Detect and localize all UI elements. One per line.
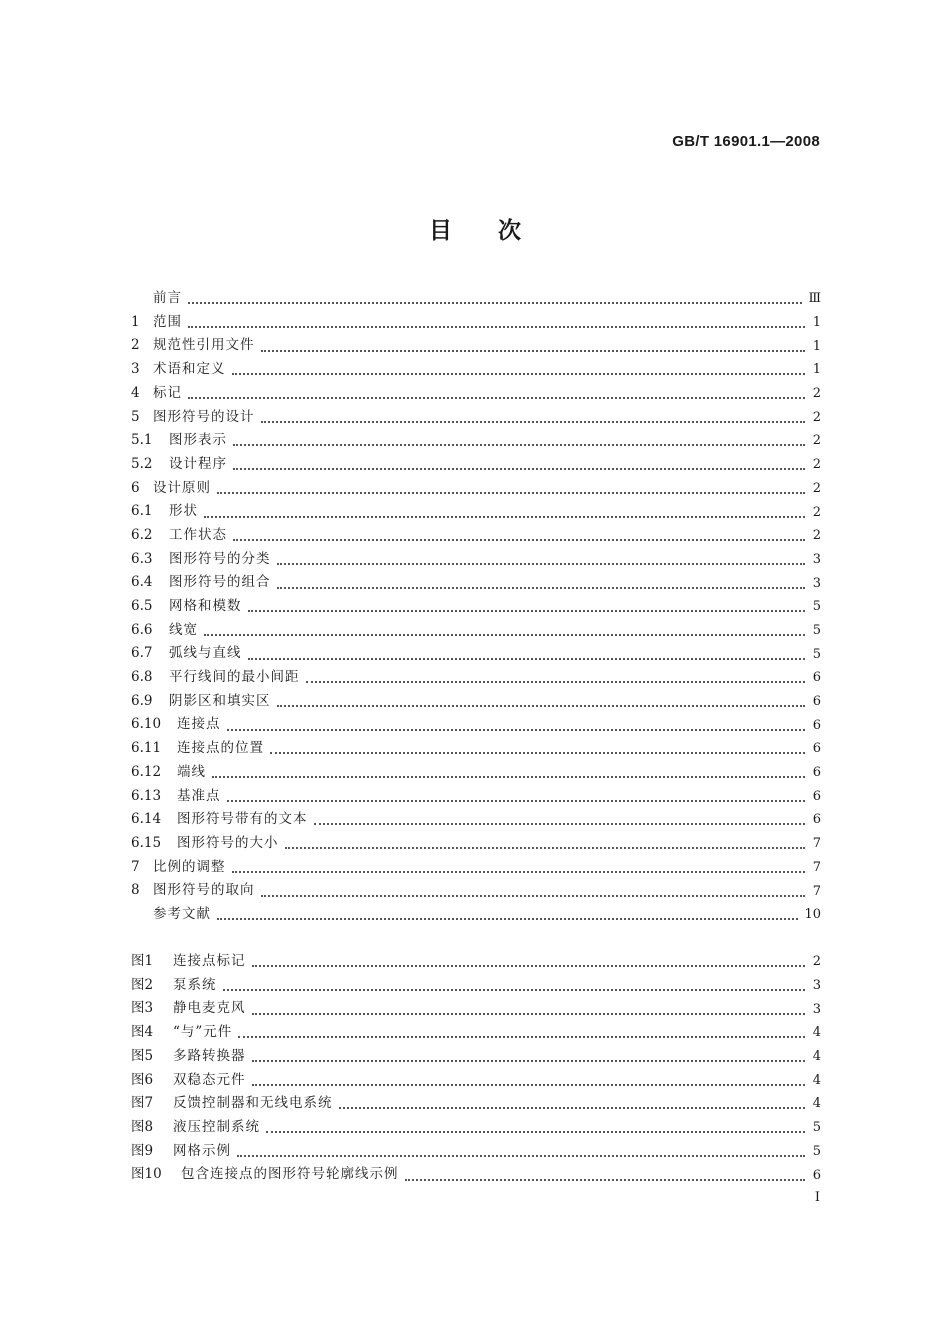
figure-title: 多路转换器 — [173, 1047, 246, 1064]
toc-entry[interactable] — [131, 477, 821, 501]
section-number: 5.1 — [131, 432, 153, 449]
section-title: 图形符号的取向 — [153, 882, 255, 899]
section-title: 基准点 — [177, 787, 221, 804]
section-number: 6.4 — [131, 574, 153, 591]
section-number: 6.2 — [131, 526, 153, 543]
dot-leader — [314, 822, 806, 825]
dot-leader — [188, 396, 805, 399]
dot-leader — [306, 680, 806, 683]
figure-title: 网格示例 — [173, 1142, 231, 1159]
standard-code: GB/T 16901.1—2008 — [672, 133, 820, 150]
dot-leader — [277, 704, 806, 707]
toc-entry[interactable] — [131, 548, 821, 572]
dot-leader — [285, 846, 806, 849]
page-ref: 6 — [812, 670, 821, 686]
toc-entry[interactable] — [131, 453, 821, 477]
page-ref: 2 — [812, 409, 821, 425]
section-number: 6.11 — [131, 740, 162, 757]
toc-entry[interactable] — [131, 405, 821, 429]
figure-title: 连接点标记 — [173, 953, 246, 970]
page-ref: 4 — [812, 1072, 821, 1088]
page-ref: 3 — [812, 978, 821, 994]
dot-leader — [339, 1106, 806, 1109]
dot-leader — [232, 870, 806, 873]
figure-title: “与”元件 — [173, 1024, 233, 1041]
dot-leader — [405, 1178, 806, 1181]
section-number: 6.8 — [131, 669, 153, 686]
section-number: 6.13 — [131, 787, 162, 804]
toc-entry[interactable] — [131, 334, 821, 358]
section-number: 6.15 — [131, 834, 162, 851]
toc-entry[interactable] — [131, 524, 821, 548]
figure-number: 图5 — [131, 1047, 154, 1064]
section-title: 平行线间的最小间距 — [169, 669, 300, 686]
page-ref: 6 — [812, 1167, 821, 1183]
toc-entry[interactable] — [131, 690, 821, 714]
figure-list — [131, 950, 821, 1187]
toc-entry[interactable] — [131, 832, 821, 856]
page-ref: 4 — [812, 1096, 821, 1112]
dot-leader — [277, 562, 806, 565]
section-number: 3 — [131, 361, 140, 378]
page-ref: 6 — [812, 812, 821, 828]
section-title: 形状 — [169, 503, 198, 520]
dot-leader — [252, 1059, 806, 1062]
toc-entry[interactable] — [131, 642, 821, 666]
dot-leader — [261, 894, 806, 897]
toc-entry[interactable] — [131, 879, 821, 903]
section-title: 图形符号的组合 — [169, 574, 271, 591]
toc-entry[interactable] — [131, 903, 821, 927]
section-title: 图形符号的设计 — [153, 408, 255, 425]
figure-number: 图7 — [131, 1095, 154, 1112]
dot-leader — [277, 586, 806, 589]
section-number: 5 — [131, 408, 140, 425]
figure-number: 图8 — [131, 1118, 154, 1135]
figure-number: 图3 — [131, 1000, 154, 1017]
toc-entry[interactable] — [131, 856, 821, 880]
dot-leader — [261, 420, 806, 423]
figure-entry[interactable] — [131, 1163, 821, 1187]
page-ref: 5 — [812, 646, 821, 662]
toc-entry[interactable] — [131, 761, 821, 785]
dot-leader — [248, 609, 806, 612]
toc-entry[interactable] — [131, 808, 821, 832]
figure-entry[interactable] — [131, 1116, 821, 1140]
page-ref: 1 — [812, 362, 821, 378]
page-ref: 6 — [812, 694, 821, 710]
section-number: 6.3 — [131, 550, 153, 567]
toc-entry[interactable] — [131, 358, 821, 382]
page-ref: 3 — [812, 1001, 821, 1017]
section-number: 6.12 — [131, 763, 162, 780]
section-title: 标记 — [153, 384, 182, 401]
table-of-contents — [131, 287, 821, 927]
section-number: 6.5 — [131, 598, 153, 615]
section-title: 设计原则 — [153, 479, 211, 496]
page-ref: 5 — [812, 599, 821, 615]
page-ref: 6 — [812, 741, 821, 757]
page-number: I — [814, 1190, 820, 1205]
toc-entry[interactable] — [131, 619, 821, 643]
page-ref: 2 — [812, 386, 821, 402]
section-title: 图形符号的大小 — [177, 834, 279, 851]
toc-entry[interactable] — [131, 666, 821, 690]
dot-leader — [204, 515, 805, 518]
page-ref: 5 — [812, 622, 821, 638]
page-ref: 6 — [812, 717, 821, 733]
toc-entry[interactable] — [131, 500, 821, 524]
dot-leader — [233, 467, 805, 470]
figure-entry[interactable] — [131, 1068, 821, 1092]
section-title: 端线 — [177, 763, 206, 780]
section-title: 参考文献 — [153, 905, 211, 922]
figure-title: 包含连接点的图形符号轮廓线示例 — [181, 1166, 399, 1183]
page-ref: 2 — [812, 954, 821, 970]
section-number: 6.9 — [131, 692, 153, 709]
dot-leader — [223, 988, 806, 991]
figure-entry[interactable] — [131, 1140, 821, 1164]
section-number: 6.1 — [131, 503, 153, 520]
dot-leader — [188, 325, 805, 328]
page-ref: 4 — [812, 1025, 821, 1041]
page-ref: 10 — [804, 907, 821, 923]
figure-entry[interactable] — [131, 1021, 821, 1045]
page-ref: 4 — [812, 1049, 821, 1065]
dot-leader — [204, 633, 805, 636]
toc-entry[interactable] — [131, 713, 821, 737]
page-ref: 6 — [812, 788, 821, 804]
section-title: 设计程序 — [169, 455, 227, 472]
dot-leader — [252, 1083, 806, 1086]
figure-number: 图4 — [131, 1024, 154, 1041]
page-ref: 2 — [812, 528, 821, 544]
section-title: 工作状态 — [169, 526, 227, 543]
page-ref: 3 — [812, 575, 821, 591]
dot-leader — [248, 657, 806, 660]
dot-leader — [252, 964, 806, 967]
figure-title: 静电麦克风 — [173, 1000, 246, 1017]
figure-title: 双稳态元件 — [173, 1071, 246, 1088]
dot-leader — [237, 1154, 805, 1157]
section-title: 图形符号的分类 — [169, 550, 271, 567]
section-title: 连接点 — [177, 716, 221, 733]
section-title: 阴影区和填实区 — [169, 692, 271, 709]
section-title: 网格和模数 — [169, 598, 242, 615]
section-number: 6.6 — [131, 621, 153, 638]
section-title: 范围 — [153, 313, 182, 330]
section-title: 比例的调整 — [153, 858, 226, 875]
section-number: 2 — [131, 337, 140, 354]
section-number: 6.14 — [131, 811, 162, 828]
dot-leader — [217, 491, 805, 494]
section-title: 线宽 — [169, 621, 198, 638]
section-title: 连接点的位置 — [177, 740, 264, 757]
section-number: 4 — [131, 384, 140, 401]
dot-leader — [266, 1130, 805, 1133]
toc-entry[interactable] — [131, 737, 821, 761]
section-number: 5.2 — [131, 455, 153, 472]
figure-entry[interactable] — [131, 1045, 821, 1069]
section-title: 术语和定义 — [153, 361, 226, 378]
figure-number: 图6 — [131, 1071, 154, 1088]
figure-number: 图9 — [131, 1142, 154, 1159]
dot-leader — [233, 443, 805, 446]
toc-entry[interactable] — [131, 595, 821, 619]
page-ref: 5 — [812, 1120, 821, 1136]
dot-leader — [217, 917, 798, 920]
section-title: 图形表示 — [169, 432, 227, 449]
toc-entry[interactable] — [131, 571, 821, 595]
dot-leader — [227, 799, 806, 802]
page-ref: 5 — [812, 1143, 821, 1159]
dot-leader — [212, 775, 805, 778]
page-ref: Ⅲ — [808, 291, 821, 307]
page-ref: 1 — [812, 338, 821, 354]
dot-leader — [270, 751, 805, 754]
section-number: 8 — [131, 882, 140, 899]
page-ref: 2 — [812, 504, 821, 520]
section-number: 6.7 — [131, 645, 153, 662]
dot-leader — [232, 372, 806, 375]
page-ref: 1 — [812, 315, 821, 331]
page-ref: 6 — [812, 765, 821, 781]
page-ref: 2 — [812, 457, 821, 473]
figure-number: 图1 — [131, 953, 154, 970]
figure-entry[interactable] — [131, 974, 821, 998]
figure-number: 图10 — [131, 1166, 162, 1183]
section-number: 6 — [131, 479, 140, 496]
figure-entry[interactable] — [131, 950, 821, 974]
figure-title: 泵系统 — [173, 976, 217, 993]
page-ref: 7 — [812, 836, 821, 852]
toc-entry[interactable] — [131, 311, 821, 335]
toc-entry[interactable] — [131, 429, 821, 453]
page-ref: 7 — [812, 859, 821, 875]
figure-title: 液压控制系统 — [173, 1118, 260, 1135]
dot-leader — [233, 538, 805, 541]
figure-number: 图2 — [131, 976, 154, 993]
figure-title: 反馈控制器和无线电系统 — [173, 1095, 333, 1112]
figure-entry[interactable] — [131, 1092, 821, 1116]
toc-entry[interactable] — [131, 382, 821, 406]
page-ref: 2 — [812, 433, 821, 449]
toc-entry[interactable] — [131, 784, 821, 808]
section-number: 7 — [131, 858, 140, 875]
toc-entry[interactable] — [131, 287, 821, 311]
page-title: 目次 — [429, 218, 567, 244]
section-number: 6.10 — [131, 716, 162, 733]
dot-leader — [227, 728, 806, 731]
dot-leader — [261, 349, 806, 352]
figure-entry[interactable] — [131, 997, 821, 1021]
page-ref: 3 — [812, 551, 821, 567]
section-title: 弧线与直线 — [169, 645, 242, 662]
page-ref: 7 — [812, 883, 821, 899]
dot-leader — [252, 1012, 806, 1015]
section-number: 1 — [131, 313, 140, 330]
page-ref: 2 — [812, 480, 821, 496]
dot-leader — [238, 1035, 805, 1038]
section-title: 图形符号带有的文本 — [177, 811, 308, 828]
section-title: 前言 — [153, 290, 182, 307]
section-title: 规范性引用文件 — [153, 337, 255, 354]
dot-leader — [188, 301, 802, 304]
